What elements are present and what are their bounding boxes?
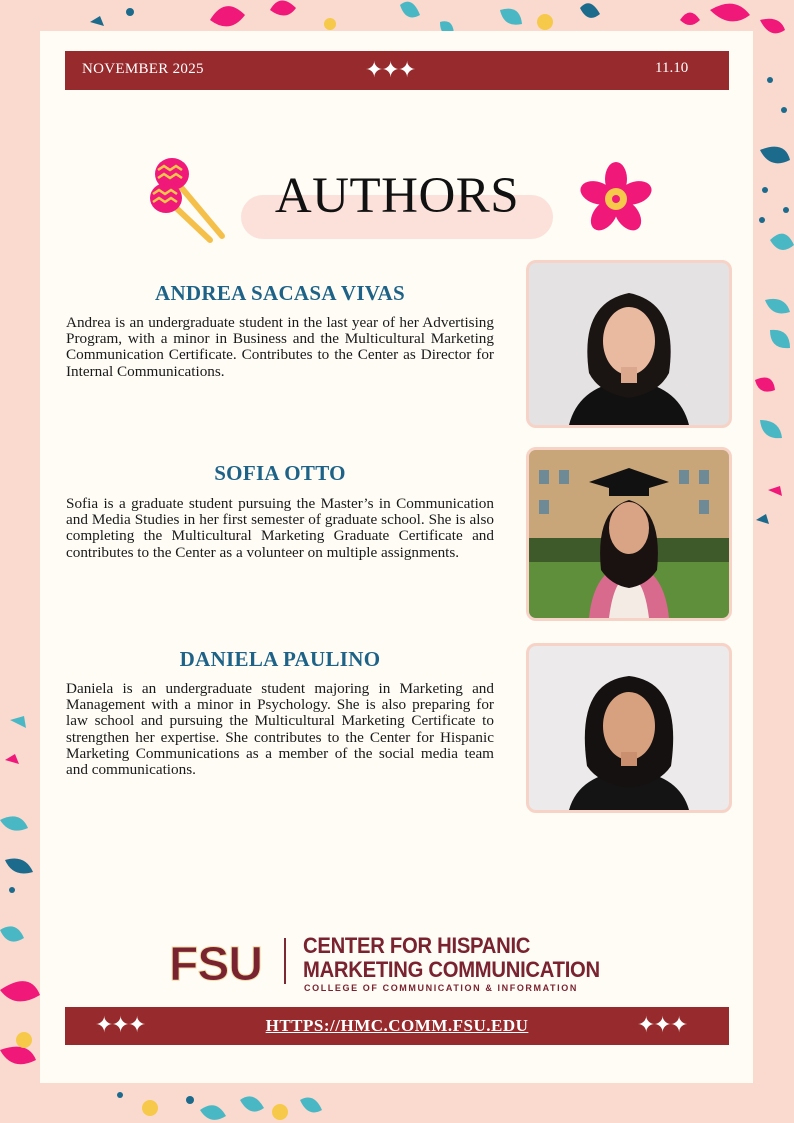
author-bio-sofia: Sofia is a graduate student pursuing the Master’s in Communication and Media Studies in her first semester of graduate school. She is also completing the Multicultural Marketing Graduate Certificate and contributes to the Center as a volunteer on multiple assignments. — [66, 495, 494, 561]
svg-text:FSU: FSU — [169, 938, 262, 986]
author-photo-sofia — [526, 447, 732, 621]
center-name-line2: MARKETING COMMUNICATION — [303, 957, 600, 982]
issue-number: 11.10 — [655, 60, 689, 76]
fsu-logo — [167, 936, 271, 986]
sparkle-stars-icon: ✦✦✦ — [365, 58, 415, 83]
logo-divider — [284, 938, 286, 984]
author-bio-andrea: Andrea is an undergraduate student in the last year of her Advertising Program, with a minor in Business and the Multicultural Marketing Communication Certificate. Contributes to the Center as Director for Internal Communications. — [66, 314, 494, 380]
center-name — [303, 934, 600, 982]
website-link[interactable]: HTTPS://HMC.COMM.FSU.EDU — [265, 1016, 529, 1035]
author-name-daniela: DANIELA PAULINO — [179, 647, 381, 671]
sparkle-stars-icon: ✦✦✦ — [637, 1013, 687, 1038]
flower-icon — [578, 161, 654, 237]
center-name-line1: CENTER FOR HISPANIC — [303, 933, 531, 958]
newsletter-page — [40, 31, 753, 1083]
header-bar — [65, 51, 729, 90]
sparkle-stars-icon: ✦✦✦ — [95, 1013, 145, 1038]
page-title: AUTHORS — [274, 168, 520, 224]
author-name-sofia: SOFIA OTTO — [214, 461, 346, 485]
author-bio-daniela: Daniela is an undergraduate student majoring in Marketing and Management with a minor in Psychology. She is also preparing for law school and pursuing the Multicultural Marketing Certificate to strengthen her expertise. She contributes to the Center for Hispanic Marketing Communications as a member of the social media team and communications. — [66, 680, 494, 779]
author-name-andrea: ANDREA SACASA VIVAS — [155, 281, 405, 305]
issue-month: NOVEMBER 2025 — [82, 61, 204, 77]
hmc-logo — [167, 933, 647, 996]
author-photo-andrea — [526, 260, 732, 428]
maracas-icon — [150, 156, 230, 246]
author-photo-daniela — [526, 643, 732, 813]
college-name: COLLEGE OF COMMUNICATION & INFORMATION — [304, 983, 578, 993]
footer-bar — [65, 1007, 729, 1045]
